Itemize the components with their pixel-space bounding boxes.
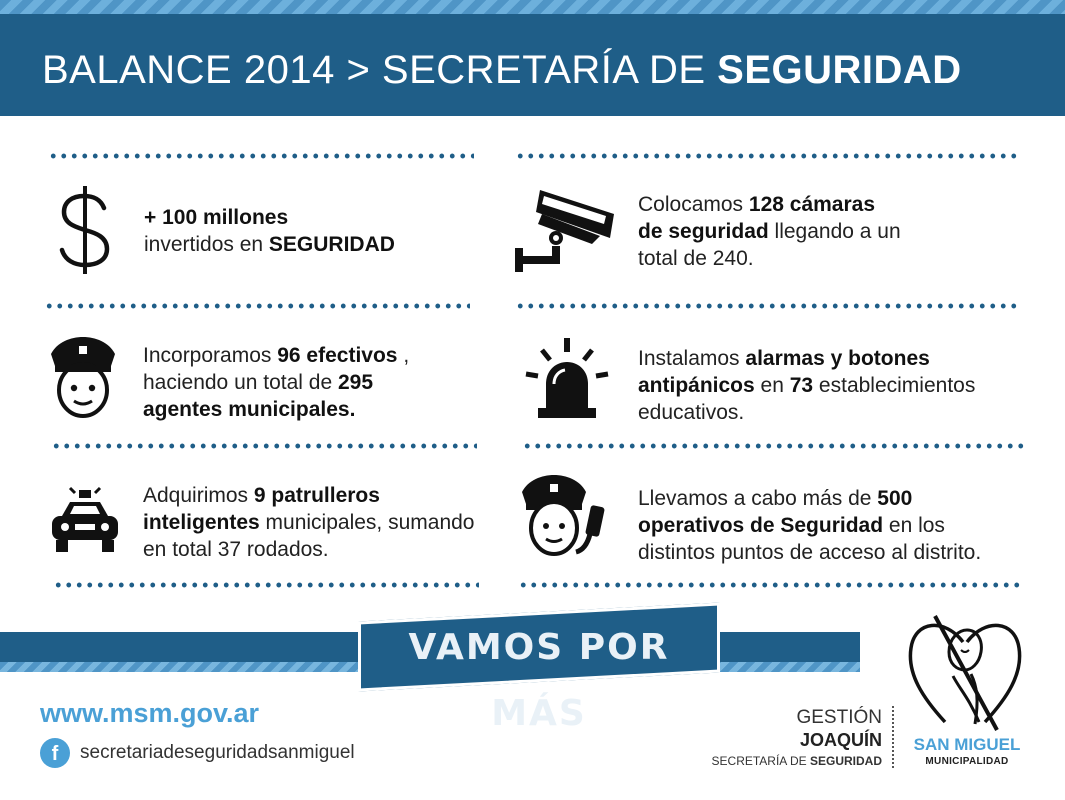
gestion-label: GESTIÓN bbox=[796, 707, 882, 728]
officers-text: Incorporamos 96 efectivos , haciendo un total de 295 agentes municipales. bbox=[143, 344, 410, 421]
gestion-name: JOAQUÍN bbox=[799, 730, 882, 750]
header-bar bbox=[0, 14, 1065, 116]
divider bbox=[51, 443, 477, 449]
police-officer-radio-icon bbox=[518, 472, 610, 562]
dollar-icon bbox=[50, 182, 120, 278]
website-link[interactable]: www.msm.gov.ar bbox=[40, 698, 260, 728]
top-stripe bbox=[0, 0, 1065, 14]
municipality-subtitle: MUNICIPALIDAD bbox=[925, 756, 1009, 767]
operations-text: Llevamos a cabo más de 500 operativos de Seguridad en los distintos puntos de acceso al distrito. bbox=[638, 487, 982, 564]
page-title: BALANCE 2014 > SECRETARÍA DE SEGURIDAD bbox=[42, 48, 962, 92]
divider bbox=[515, 153, 1021, 159]
divider bbox=[53, 582, 479, 588]
patrol-cars-text: Adquirimos 9 patrulleros inteligentes municipales, sumando en total 37 rodados. bbox=[143, 484, 475, 561]
police-car-icon bbox=[48, 484, 122, 556]
alarms-text: Instalamos alarmas y botones antipánicos en 73 establecimientos educativos. bbox=[638, 347, 976, 424]
cameras-text: Colocamos 128 cámaras de seguridad llegando a un total de 240. bbox=[638, 193, 901, 270]
logo-divider bbox=[892, 706, 894, 768]
divider bbox=[518, 582, 1024, 588]
divider bbox=[522, 443, 1028, 449]
facebook-icon[interactable]: f bbox=[40, 738, 70, 768]
investment-text: + 100 millones invertidos en SEGURIDAD bbox=[144, 206, 395, 256]
police-officer-icon bbox=[45, 334, 121, 420]
divider bbox=[515, 303, 1021, 309]
divider bbox=[44, 303, 470, 309]
facebook-account[interactable]: secretariadeseguridadsanmiguel bbox=[80, 742, 355, 763]
san-miguel-angel-logo bbox=[905, 612, 1025, 734]
municipality-name: SAN MIGUEL bbox=[913, 735, 1021, 754]
security-camera-icon bbox=[512, 186, 620, 274]
secretaria-label: SECRETARÍA DE SEGURIDAD bbox=[711, 754, 882, 768]
alarm-siren-icon bbox=[522, 336, 612, 420]
slogan-banner: VAMOS POR MÁS bbox=[358, 603, 720, 692]
divider bbox=[48, 153, 474, 159]
